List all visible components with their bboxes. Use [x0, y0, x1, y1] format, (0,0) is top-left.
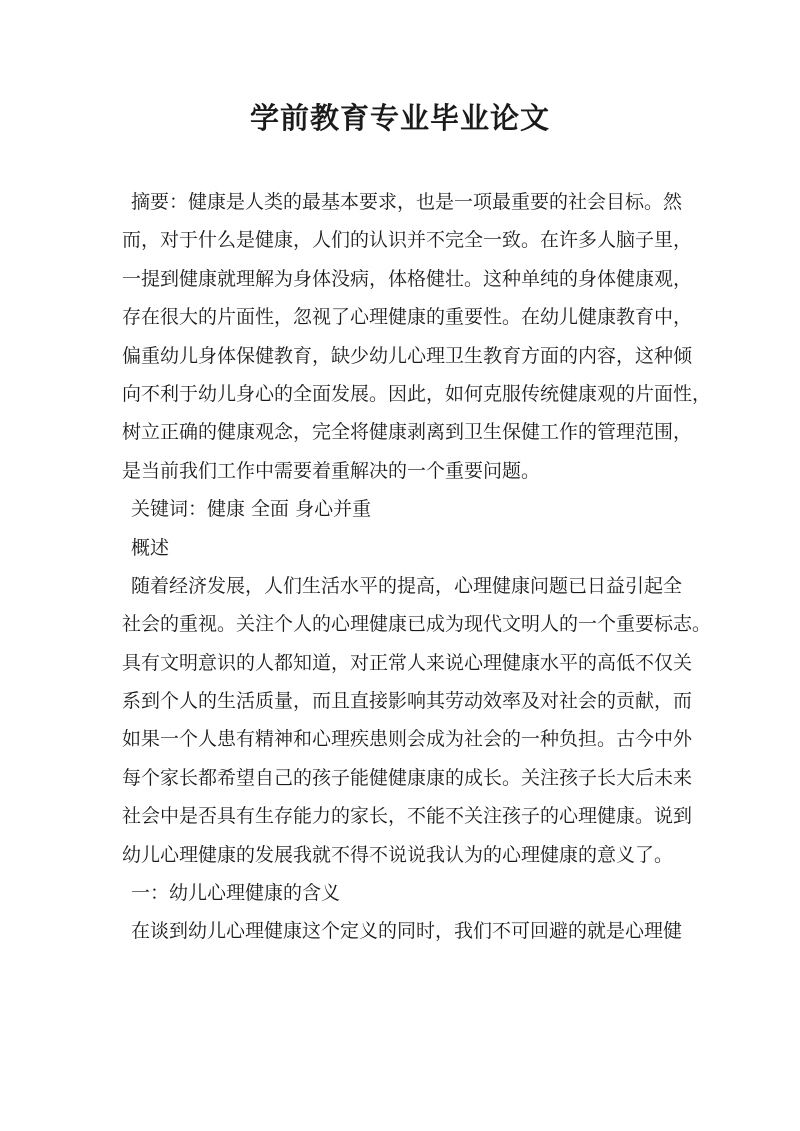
overview-heading: 概述 [131, 536, 170, 559]
overview-line-4: 系到个人的生活质量，而且直接影响其劳动效率及对社会的贡献，而 [122, 690, 693, 713]
overview-line-7: 社会中是否具有生存能力的家长，不能不关注孩子的心理健康。说到 [122, 805, 693, 828]
abstract-line-4: 存在很大的片面性，忽视了心理健康的重要性。在幼儿健康教育中， [122, 306, 693, 329]
abstract-line-3: 一提到健康就理解为身体没病，体格健壮。这种单纯的身体健康观， [122, 267, 693, 290]
overview-line-8: 幼儿心理健康的发展我就不得不说说我认为的心理健康的意义了。 [122, 843, 674, 866]
abstract-line-1: 摘要：健康是人类的最基本要求，也是一项最重要的社会目标。然 [131, 191, 683, 213]
keywords-line: 关键词：健康 全面 身心并重 [131, 498, 372, 521]
abstract-line-7: 树立正确的健康观念，完全将健康剥离到卫生保健工作的管理范围， [122, 421, 693, 444]
document-title: 学前教育专业毕业论文 [249, 101, 550, 135]
section-heading-1: 一：幼儿心理健康的含义 [131, 882, 341, 905]
document-body [122, 183, 712, 951]
overview-line-2: 社会的重视。关注个人的心理健康已成为现代文明人的一个重要标志。 [122, 613, 712, 636]
overview-line-3: 具有文明意识的人都知道，对正常人来说心理健康水平的高低不仅关 [122, 651, 693, 674]
overview-line-6: 每个家长都希望自己的孩子能健健康康的成长。关注孩子长大后未来 [122, 766, 693, 789]
section-1-line-1: 在谈到幼儿心理健康这个定义的同时，我们不可回避的就是心理健 [131, 920, 683, 943]
overview-line-5: 如果一个人患有精神和心理疾患则会成为社会的一种负担。古今中外 [122, 728, 693, 751]
abstract-line-6: 向不利于幼儿身心的全面发展。因此，如何克服传统健康观的片面性， [122, 382, 712, 405]
abstract-line-2: 而，对于什么是健康，人们的认识并不完全一致。在许多人脑子里， [122, 229, 693, 252]
abstract-line-8: 是当前我们工作中需要着重解决的一个重要问题。 [122, 459, 541, 482]
abstract-line-5: 偏重幼儿身体保健教育，缺少幼儿心理卫生教育方面的内容，这种倾 [122, 344, 693, 367]
overview-line-1: 随着经济发展，人们生活水平的提高，心理健康问题已日益引起全 [131, 574, 683, 597]
